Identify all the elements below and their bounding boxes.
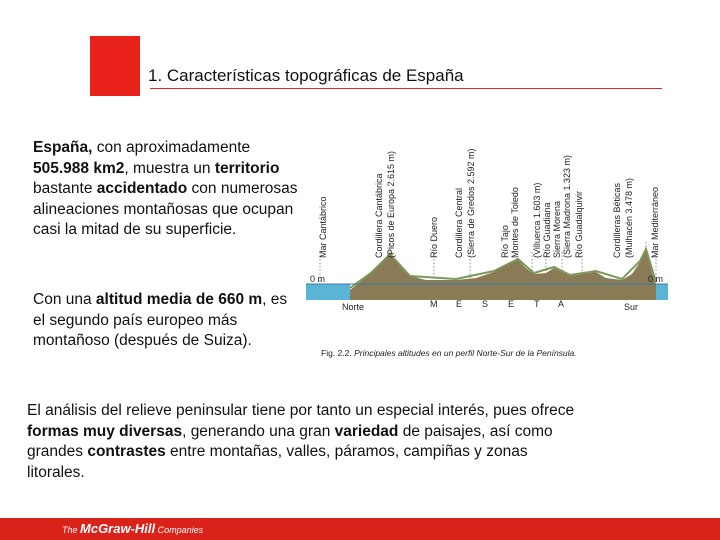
text-bold: altitud media de 660 m	[95, 291, 263, 308]
label-meseta-a: A	[558, 299, 565, 309]
logo-brand: McGraw-Hill	[80, 521, 156, 536]
text-bold: contrastes	[87, 443, 166, 460]
text: con aproximadamente	[92, 139, 251, 156]
text: bastante	[33, 180, 97, 197]
label-mar-cantabrico: Mar Cantábrico	[318, 196, 328, 258]
text-bold: territorio	[214, 159, 280, 177]
label-toledo: Montes de Toledo	[510, 187, 520, 258]
profile-figure	[306, 132, 668, 314]
text: de paisajes, así como grandes	[27, 422, 553, 460]
label-zero-left: 0 m	[310, 274, 326, 284]
page-title: 1. Características topográficas de España	[148, 66, 464, 85]
text: , generando una gran	[182, 422, 335, 440]
text-bold: variedad	[334, 422, 399, 440]
label-guadalquivir: Río Guadalquivir	[574, 190, 584, 258]
label-cantabrica-peak: (Picos de Europa 2.615 m)	[386, 150, 396, 258]
caption-number: Fig. 2.2.	[321, 348, 352, 358]
title-accent-block	[90, 36, 140, 96]
paragraph-altitude	[33, 290, 298, 352]
text: , muestra un	[124, 159, 215, 177]
footer-bar	[0, 518, 720, 540]
text-bold: España,	[33, 139, 93, 156]
text-bold: formas muy diversas	[27, 422, 183, 440]
text: Con una	[33, 291, 96, 308]
label-morena: Sierra Morena	[552, 200, 562, 258]
label-cantabrica: Cordillera Cantábrica	[374, 173, 384, 258]
label-duero: Río Duero	[429, 216, 439, 258]
label-toledo-peak: (Villuerca 1.603 m)	[532, 182, 542, 258]
label-central-peak: (Sierra de Gredos 2.592 m)	[466, 148, 476, 258]
text: entre montañas, valles, páramos, campiñas y zonas litorales.	[27, 443, 528, 481]
figure-caption	[321, 348, 577, 358]
sea-north	[306, 284, 350, 300]
text: con numerosas alineaciones montañosas que ocupan casi la mitad de su superficie.	[33, 180, 298, 238]
title-underline	[150, 88, 662, 89]
label-meseta-e2: E	[508, 299, 515, 309]
label-meseta-s: S	[482, 299, 489, 309]
vertical-labels	[318, 148, 660, 258]
text: El análisis del relieve peninsular tiene por tanto un especial interés, pues ofrece	[27, 402, 575, 419]
text-bold: 505.988 km2	[33, 159, 125, 177]
logo-pre: The	[62, 525, 81, 535]
label-guadiana: Río Guadiana	[542, 202, 552, 258]
caption-text: Principales altitudes en un perfil Norte-Sur de la Península.	[351, 348, 577, 358]
label-meseta-t: T	[534, 299, 540, 309]
text-bold: accidentado	[96, 180, 188, 197]
label-norte: Norte	[342, 302, 365, 312]
label-beticas: Cordilleras Béticas	[612, 182, 622, 258]
publisher-logo	[62, 521, 203, 536]
label-meseta-m: M	[430, 299, 438, 309]
label-tajo: Río Tajo	[500, 225, 510, 258]
label-mar-mediterraneo: Mar Mediterráneo	[650, 186, 660, 258]
label-beticas-peak: (Mulhacén 3.478 m)	[624, 177, 634, 258]
label-central: Cordillera Central	[454, 187, 464, 258]
paragraph-intro	[33, 138, 303, 241]
label-zero-right: 0 m	[648, 274, 664, 284]
label-morena-peak: (Sierra Madrona 1.323 m)	[562, 154, 572, 258]
text: , es el segundo país europeo más montañoso (después de Suiza).	[33, 291, 288, 349]
label-meseta-e: E	[456, 299, 463, 309]
label-sur: Sur	[624, 302, 639, 312]
paragraph-analysis	[27, 401, 587, 483]
logo-post: Companies	[155, 525, 204, 535]
